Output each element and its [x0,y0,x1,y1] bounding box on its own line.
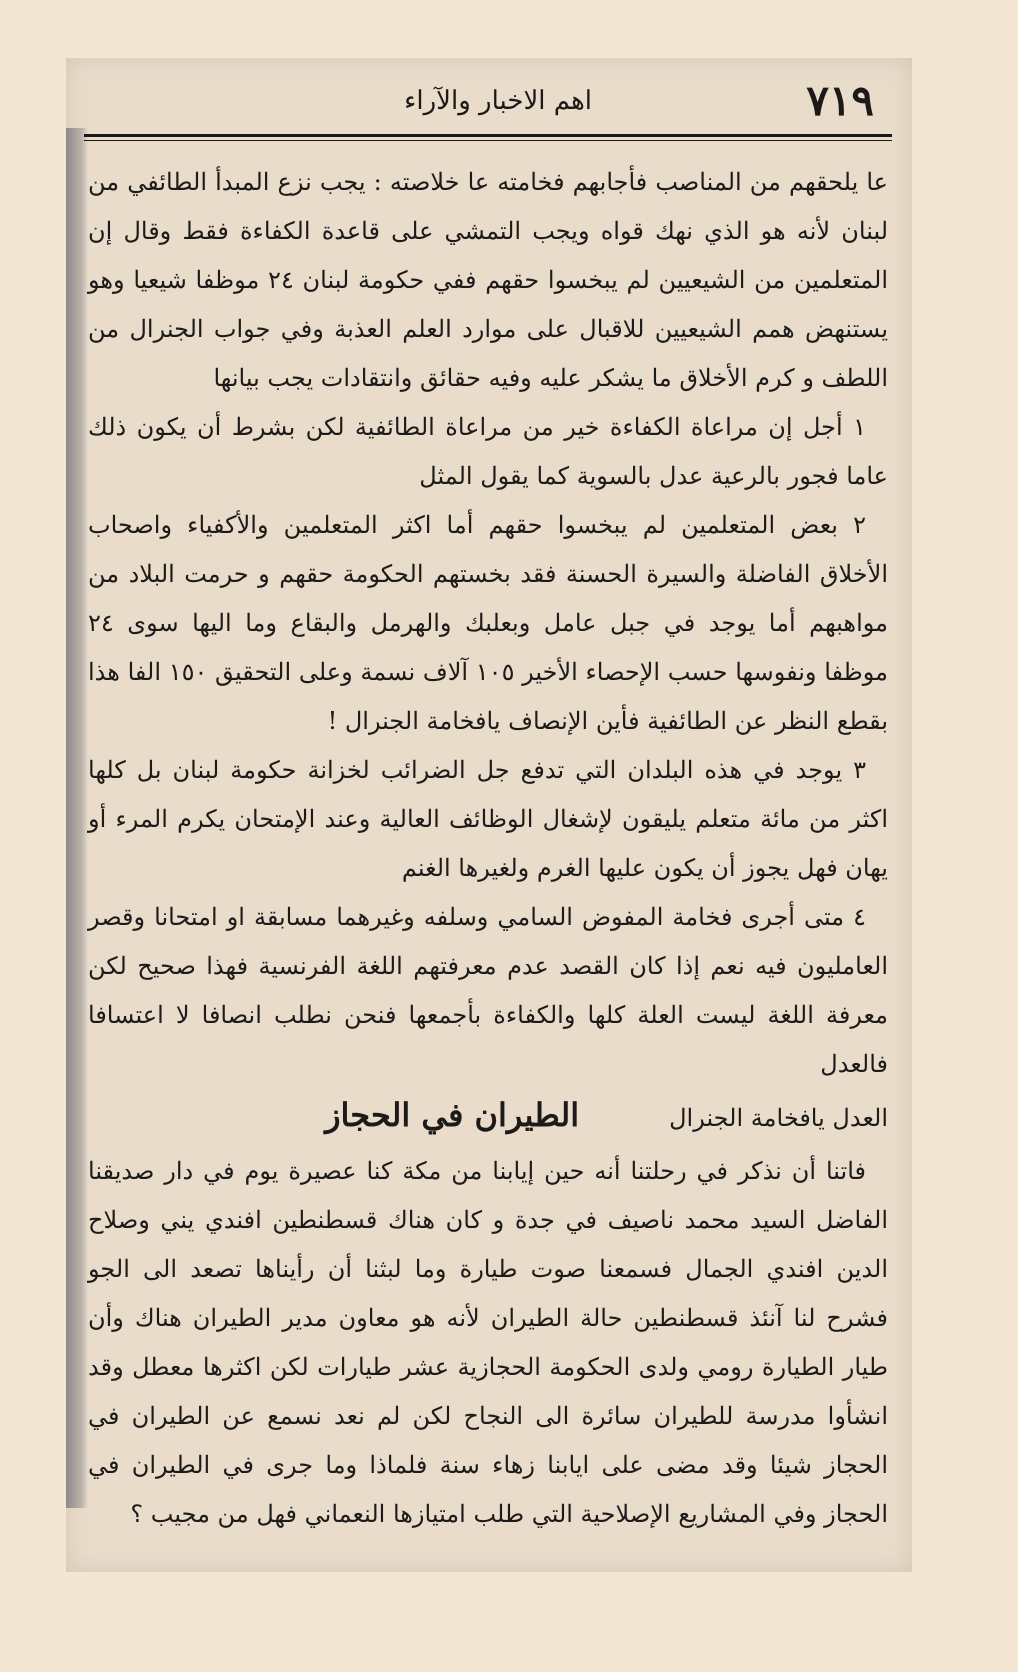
paragraph-tail: العدل يافخامة الجنرال [669,1104,888,1132]
book-page [66,58,912,1572]
section-heading-row [88,1091,888,1147]
article-body [88,158,888,1539]
section-title: الطيران في الحجاز [325,1096,580,1134]
page-header [86,76,892,136]
running-title: اهم الاخبار والآراء [404,86,592,116]
paragraph: عا يلحقهم من المناصب فأجابهم فخامته عا خلاصته : يجب نزع المبدأ الطائفي من لبنان لأنه هو الذي نهك قواه ويجب التمشي على قاعدة الكفاءة فقط وقال إن المتعلمين من الشيعيين لم يبخسوا حقهم ففي حكومة لبنان ٢٤ موظفا شيعيا وهو يستنهض همم الشيعيين للاقبال على موارد العلم العذبة وفي جواب الجنرال من اللطف و كرم الأخلاق ما يشكر عليه وفيه حقائق وانتقادات يجب بيانها [88,168,889,392]
paragraph: ٣ يوجد في هذه البلدان التي تدفع جل الضرائب لخزانة حكومة لبنان بل كلها اكثر من مائة متعلم يليقون لإشغال الوظائف العالية وعند الإمتحان يكرم المرء أو يهان فهل يجوز أن يكون عليها الغرم ولغيرها الغنم [88,756,888,882]
header-rule-thin [84,140,892,141]
paragraph: ٢ بعض المتعلمين لم يبخسوا حقهم أما اكثر المتعلمين والأكفياء واصحاب الأخلاق الفاضلة والسيرة الحسنة فقد بخستهم الحكومة حقهم و حرمت البلاد من مواهبهم أما يوجد في جبل عامل وبعلبك والهرمل والبقاع وما اليها سوى ٢٤ موظفا ونفوسها حسب الإحصاء الأخير ١٠٥ آلاف نسمة وعلى التحقيق ١٥٠ الفا هذا بقطع النظر عن الطائفية فأين الإنصاف يافخامة الجنرال ! [88,511,888,735]
header-rule [84,134,892,137]
paragraph: ١ أجل إن مراعاة الكفاءة خير من مراعاة الطائفية لكن بشرط أن يكون ذلك عاما فجور بالرعية عدل بالسوية كما يقول المثل [88,413,888,490]
paragraph: فاتنا أن نذكر في رحلتنا أنه حين إيابنا من مكة كنا عصيرة يوم في دار صديقنا الفاضل السيد محمد ناصيف في جدة و كان هناك قسطنطين افندي يني وصلاح الدين افندي الجمال فسمعنا صوت طيارة وما لبثنا أن رأيناها تصعد الى الجو فشرح لنا آنئذ قسطنطين حالة الطيران لأنه هو معاون مدير الطيران هناك وأن طيار الطيارة رومي ولدى الحكومة الحجازية عشر طيارات لكن اكثرها معطل وقد انشأوا مدرسة للطيران سائرة الى النجاح لكن لم نعد نسمع عن الطيران في الحجاز شيئا وقد مضى على ايابنا زهاء سنة فلماذا وما جرى في الطيران في الحجاز وفي المشاريع الإصلاحية التي طلب امتيازها النعماني فهل من مجيب ؟ [88,1157,888,1528]
paragraph: ٤ متى أجرى فخامة المفوض السامي وسلفه وغيرهما مسابقة او امتحانا وقصر العامليون فيه نعم إذا كان القصد عدم معرفتهم اللغة الفرنسية فهذا صحيح لكن معرفة اللغة ليست العلة كلها والكفاءة بأجمعها فنحن نطلب انصافا لا اعتسافا فالعدل [88,903,888,1078]
page-number: ٧١٩ [806,76,874,125]
